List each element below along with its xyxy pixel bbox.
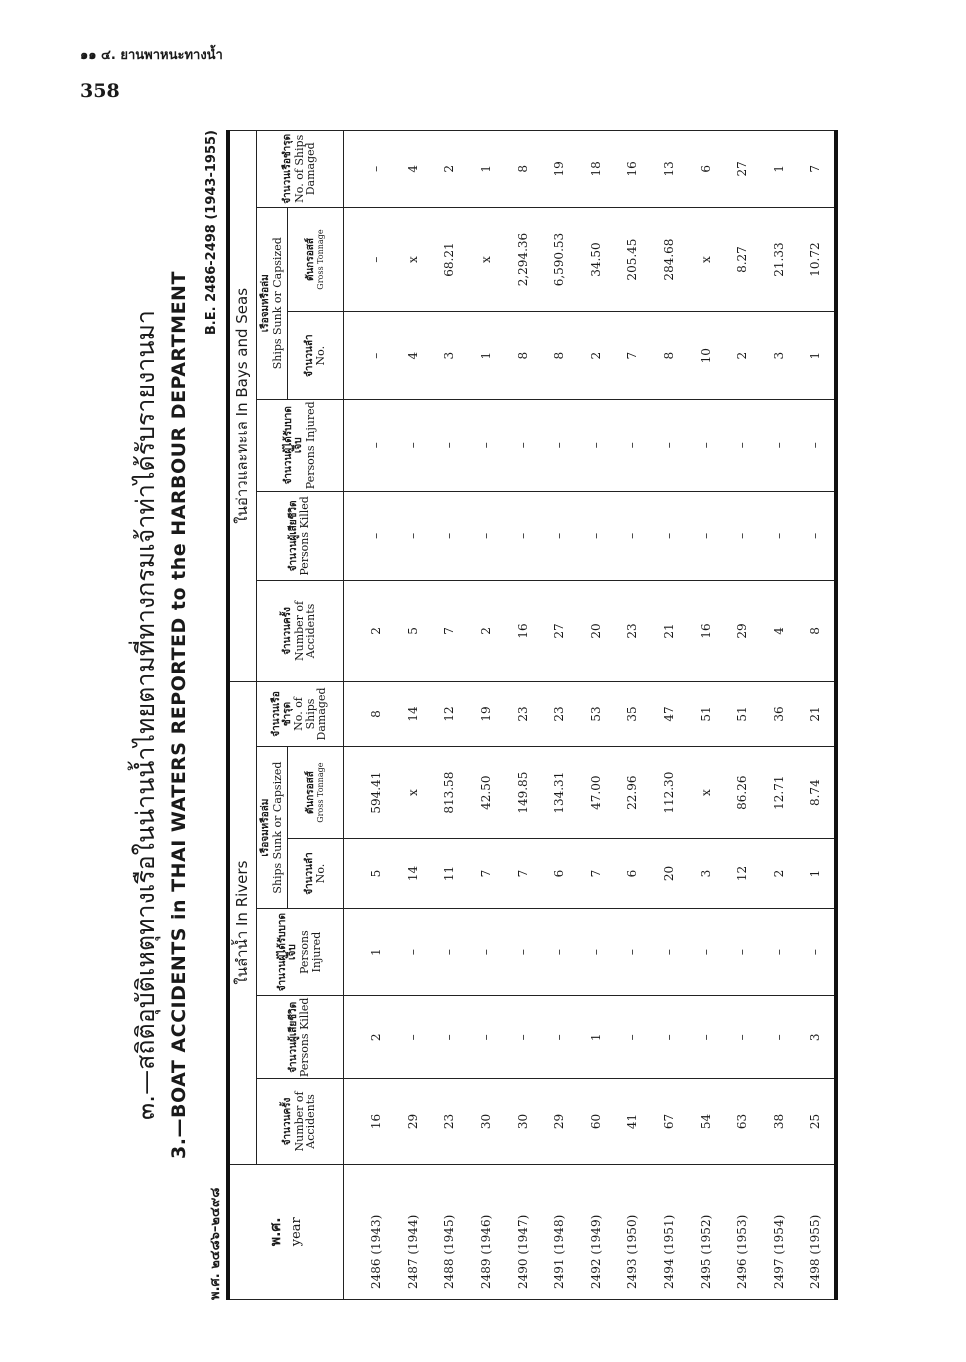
bays-sunk-no-cell: 8 (541, 312, 578, 399)
bays-injured-cell: – (614, 399, 651, 491)
bays-sunk-no-cell: 4 (395, 312, 432, 399)
rivers-damaged-header-thai: จำนวนเรือชำรุด (271, 691, 293, 737)
bays-injured-cell: – (797, 399, 836, 491)
bays-sunk-no-cell: 3 (761, 312, 798, 399)
rivers-damaged-cell: 47 (651, 681, 688, 747)
rivers-damaged-cell: 19 (468, 681, 505, 747)
accidents-table-wrapper (226, 130, 880, 1300)
year-cell: 2496 (1953) (724, 1164, 761, 1299)
rivers-accidents-cell: 30 (504, 1079, 541, 1164)
rivers-accidents-cell: 30 (468, 1079, 505, 1164)
bays-accidents-cell: 2 (344, 581, 395, 682)
bays-injured-cell: – (504, 399, 541, 491)
bays-group-header: ในอ่าวและทะเล In Bays and Seas (228, 131, 257, 682)
year-cell: 2486 (1943) (344, 1164, 395, 1299)
year-cell: 2490 (1947) (504, 1164, 541, 1299)
rivers-accidents-header-english: Number of Accidents (292, 1091, 318, 1152)
rotated-table-page (120, 130, 880, 1300)
table-row (797, 131, 836, 1300)
rivers-sunk-no-cell: 11 (431, 839, 468, 909)
year-range-thai: พ.ศ. ๒๔๘๖–๒๔๙๘ (208, 1187, 223, 1300)
year-header (228, 1164, 344, 1299)
table-row (687, 131, 724, 1300)
table-body (344, 131, 836, 1300)
rivers-sunk-no-cell: 20 (651, 839, 688, 909)
rivers-tonnage-header-thai: ตันกรอสส์ (305, 771, 317, 815)
bays-sunk-no-cell: 2 (578, 312, 615, 399)
rivers-sunk-header (257, 747, 288, 909)
table-row (761, 131, 798, 1300)
rivers-killed-cell: 1 (578, 996, 615, 1079)
rivers-tonnage-cell: 813.58 (431, 747, 468, 839)
bays-damaged-cell: 13 (651, 131, 688, 208)
table-row (651, 131, 688, 1300)
bays-tonnage-header-english: Gross Tonnage (315, 229, 325, 290)
rivers-damaged-cell: 36 (761, 681, 798, 747)
bays-injured-cell: – (651, 399, 688, 491)
bays-killed-cell: – (395, 491, 432, 581)
bays-killed-cell: – (724, 491, 761, 581)
rivers-injured-cell: – (395, 908, 432, 995)
rivers-tonnage-header (288, 747, 344, 839)
bays-killed-cell: – (344, 491, 395, 581)
table-row (395, 131, 432, 1300)
rivers-sunk-no-cell: 6 (614, 839, 651, 909)
rivers-sunk-no-header (288, 839, 344, 909)
rivers-sunk-no-cell: 3 (687, 839, 724, 909)
rivers-tonnage-cell: x (687, 747, 724, 839)
rivers-killed-header-english: Persons Killed (298, 997, 312, 1078)
table-row (578, 131, 615, 1300)
rivers-killed-cell: – (761, 996, 798, 1079)
year-cell: 2491 (1948) (541, 1164, 578, 1299)
bays-damaged-cell: 4 (395, 131, 432, 208)
bays-damaged-cell: 27 (724, 131, 761, 208)
rivers-injured-header-thai: จำนวนผู้ได้รับบาดเจ็บ (276, 912, 299, 992)
rivers-injured-cell: – (724, 908, 761, 995)
rivers-sunk-no-cell: 7 (468, 839, 505, 909)
table-row (541, 131, 578, 1300)
rivers-accidents-cell: 29 (541, 1079, 578, 1164)
rivers-tonnage-cell: 47.00 (578, 747, 615, 839)
bays-damaged-cell: 1 (468, 131, 505, 208)
rivers-accidents-cell: 67 (651, 1079, 688, 1164)
title-english: 3.—BOAT ACCIDENTS in THAI WATERS REPORTED to the HARBOUR DEPARTMENT (168, 271, 190, 1159)
bays-killed-cell: – (614, 491, 651, 581)
rivers-tonnage-cell: 134.31 (541, 747, 578, 839)
bays-accidents-header (257, 581, 344, 682)
rivers-killed-cell: – (395, 996, 432, 1079)
rivers-accidents-cell: 54 (687, 1079, 724, 1164)
rivers-damaged-cell: 12 (431, 681, 468, 747)
bays-damaged-cell: 2 (431, 131, 468, 208)
bays-injured-header (257, 399, 344, 491)
bays-tonnage-cell: 284.68 (651, 207, 688, 312)
rivers-sunk-no-cell: 14 (395, 839, 432, 909)
rivers-damaged-cell: 14 (395, 681, 432, 747)
year-cell: 2498 (1955) (797, 1164, 836, 1299)
rivers-killed-cell: – (504, 996, 541, 1079)
rivers-tonnage-cell: 86.26 (724, 747, 761, 839)
page-number: 358 (80, 80, 120, 102)
rivers-damaged-cell: 53 (578, 681, 615, 747)
rivers-injured-cell: – (578, 908, 615, 995)
rivers-damaged-cell: 21 (797, 681, 836, 747)
rivers-accidents-cell: 25 (797, 1079, 836, 1164)
rivers-tonnage-cell: x (395, 747, 432, 839)
bays-tonnage-cell: 68.21 (431, 207, 468, 312)
bays-damaged-cell: 8 (504, 131, 541, 208)
bays-damaged-cell: 6 (687, 131, 724, 208)
bays-tonnage-cell: 6,590.53 (541, 207, 578, 312)
bays-killed-header-thai: จำนวนผู้เสียชีวิต (287, 500, 299, 572)
rivers-sunk-no-cell: 2 (761, 839, 798, 909)
rivers-damaged-cell: 35 (614, 681, 651, 747)
bays-accidents-header-thai: จำนวนครั้ง (282, 607, 294, 655)
bays-damaged-cell: 16 (614, 131, 651, 208)
bays-tonnage-header (288, 207, 344, 312)
bays-tonnage-header-thai: ตันกรอสส์ (305, 238, 317, 282)
bays-sunk-no-cell: 8 (651, 312, 688, 399)
bays-damaged-header (257, 131, 344, 208)
table-row (504, 131, 541, 1300)
bays-tonnage-cell: – (344, 207, 395, 312)
bays-tonnage-cell: 2,294.36 (504, 207, 541, 312)
bays-tonnage-cell: 34.50 (578, 207, 615, 312)
table-row (468, 131, 505, 1300)
rivers-sunk-header-english: Ships Sunk or Capsized (270, 761, 284, 894)
table-row (724, 131, 761, 1300)
rivers-tonnage-cell: 42.50 (468, 747, 505, 839)
rivers-injured-cell: – (797, 908, 836, 995)
rivers-injured-cell: – (761, 908, 798, 995)
bays-sunk-header (257, 207, 288, 399)
rivers-injured-cell: – (541, 908, 578, 995)
bays-injured-cell: – (395, 399, 432, 491)
rivers-tonnage-cell: 112.30 (651, 747, 688, 839)
rivers-sunk-no-cell: 12 (724, 839, 761, 909)
bays-sunk-no-header-english: No. (314, 345, 327, 366)
bays-tonnage-cell: x (687, 207, 724, 312)
rivers-sunk-no-cell: 6 (541, 839, 578, 909)
rivers-injured-cell: – (687, 908, 724, 995)
rivers-accidents-header (257, 1079, 344, 1164)
table-row (614, 131, 651, 1300)
bays-accidents-cell: 4 (761, 581, 798, 682)
bays-tonnage-cell: 8.27 (724, 207, 761, 312)
rivers-sunk-no-header-thai: จำนวนลำ (303, 852, 315, 895)
bays-damaged-header-thai: จำนวนเรือชำรุด (282, 133, 294, 204)
boat-accidents-table (226, 130, 838, 1300)
rivers-sunk-no-header-english: No. (314, 863, 327, 884)
bays-sunk-no-header (288, 312, 344, 399)
year-range-english: B.E. 2486-2498 (1943-1955) (204, 130, 219, 336)
rivers-killed-cell: 3 (797, 996, 836, 1079)
year-cell: 2494 (1951) (651, 1164, 688, 1299)
rivers-sunk-no-cell: 5 (344, 839, 395, 909)
bays-accidents-header-english: Number of Accidents (292, 600, 318, 662)
year-header-english: year (289, 1217, 305, 1247)
rivers-accidents-cell: 23 (431, 1079, 468, 1164)
rivers-damaged-cell: 51 (687, 681, 724, 747)
year-cell: 2488 (1945) (431, 1164, 468, 1299)
year-cell: 2487 (1944) (395, 1164, 432, 1299)
bays-sunk-header-english: Ships Sunk or Capsized (270, 237, 284, 370)
rivers-killed-cell: – (687, 996, 724, 1079)
rivers-accidents-header-thai: จำนวนครั้ง (282, 1097, 294, 1146)
bays-injured-header-english: Persons Injured (303, 401, 317, 490)
rivers-sunk-no-cell: 7 (504, 839, 541, 909)
rivers-killed-cell: – (431, 996, 468, 1079)
year-cell: 2493 (1950) (614, 1164, 651, 1299)
rivers-killed-cell: – (651, 996, 688, 1079)
title-thai: ๓.—สถิติอุบัติเหตุทางเรือในน่านน้ำไทยตามที่ทางกรมเจ้าท่าได้รับรายงานมา (131, 310, 160, 1120)
bays-injured-cell: – (541, 399, 578, 491)
bays-sunk-no-cell: 8 (504, 312, 541, 399)
rivers-accidents-cell: 63 (724, 1079, 761, 1164)
bays-injured-cell: – (431, 399, 468, 491)
bays-killed-header-english: Persons Killed (298, 496, 312, 576)
bays-tonnage-cell: x (395, 207, 432, 312)
rivers-damaged-header (257, 681, 344, 747)
rivers-injured-header-english: Persons Injured (297, 930, 323, 974)
rivers-injured-cell: – (651, 908, 688, 995)
bays-damaged-header-english: No. of Ships Damaged (292, 134, 318, 203)
bays-damaged-cell: 1 (761, 131, 798, 208)
bays-accidents-cell: 23 (614, 581, 651, 682)
year-cell: 2489 (1946) (468, 1164, 505, 1299)
bays-sunk-no-cell: 10 (687, 312, 724, 399)
rivers-tonnage-header-english: Gross Tonnage (315, 762, 325, 823)
bays-sunk-no-cell: 2 (724, 312, 761, 399)
rivers-accidents-cell: 38 (761, 1079, 798, 1164)
rivers-sunk-header-thai: เรือจมหรือล่ม (260, 798, 271, 857)
bays-damaged-cell: 19 (541, 131, 578, 208)
bays-accidents-cell: 29 (724, 581, 761, 682)
year-cell: 2492 (1949) (578, 1164, 615, 1299)
rivers-injured-cell: – (468, 908, 505, 995)
bays-accidents-cell: 16 (504, 581, 541, 682)
bays-killed-header (257, 491, 344, 581)
bays-sunk-no-cell: 3 (431, 312, 468, 399)
rivers-accidents-cell: 41 (614, 1079, 651, 1164)
rivers-tonnage-cell: 22.96 (614, 747, 651, 839)
bays-injured-cell: – (687, 399, 724, 491)
bays-sunk-no-cell: 1 (797, 312, 836, 399)
bays-injured-cell: – (724, 399, 761, 491)
bays-damaged-cell: 18 (578, 131, 615, 208)
bays-sunk-no-cell: 7 (614, 312, 651, 399)
bays-injured-cell: – (468, 399, 505, 491)
running-head: ๑๑ ๔. ยานพาหนะทางน้ำ (80, 48, 223, 63)
rivers-damaged-header-english: No. of Ships Damaged (292, 687, 329, 741)
rivers-tonnage-cell: 594.41 (344, 747, 395, 839)
rivers-tonnage-cell: 149.85 (504, 747, 541, 839)
rivers-injured-cell: – (431, 908, 468, 995)
rivers-sunk-no-cell: 1 (797, 839, 836, 909)
table-row (344, 131, 395, 1300)
bays-accidents-cell: 20 (578, 581, 615, 682)
bays-injured-cell: – (578, 399, 615, 491)
year-header-thai: พ.ศ. (268, 1217, 285, 1247)
rivers-damaged-cell: 23 (504, 681, 541, 747)
rivers-killed-header (257, 996, 344, 1079)
rivers-killed-cell: 2 (344, 996, 395, 1079)
bays-accidents-cell: 5 (395, 581, 432, 682)
rivers-killed-cell: – (541, 996, 578, 1079)
bays-tonnage-cell: 21.33 (761, 207, 798, 312)
bays-killed-cell: – (541, 491, 578, 581)
bays-accidents-cell: 21 (651, 581, 688, 682)
rivers-accidents-cell: 16 (344, 1079, 395, 1164)
bays-killed-cell: – (504, 491, 541, 581)
bays-damaged-cell: – (344, 131, 395, 208)
rivers-killed-cell: – (724, 996, 761, 1079)
table-row (431, 131, 468, 1300)
bays-sunk-no-cell: 1 (468, 312, 505, 399)
bays-damaged-cell: 7 (797, 131, 836, 208)
bays-accidents-cell: 8 (797, 581, 836, 682)
rivers-injured-header (257, 908, 344, 995)
rivers-killed-header-thai: จำนวนผู้เสียชีวิต (287, 1001, 299, 1073)
bays-killed-cell: – (797, 491, 836, 581)
bays-killed-cell: – (761, 491, 798, 581)
rivers-sunk-no-cell: 7 (578, 839, 615, 909)
bays-sunk-header-thai: เรือจมหรือล่ม (260, 274, 271, 333)
year-cell: 2497 (1954) (761, 1164, 798, 1299)
bays-tonnage-cell: 10.72 (797, 207, 836, 312)
bays-sunk-no-header-thai: จำนวนลำ (303, 334, 315, 377)
rivers-damaged-cell: 51 (724, 681, 761, 747)
year-cell: 2495 (1952) (687, 1164, 724, 1299)
rivers-injured-cell: 1 (344, 908, 395, 995)
bays-injured-cell: – (761, 399, 798, 491)
bays-killed-cell: – (687, 491, 724, 581)
bays-tonnage-cell: x (468, 207, 505, 312)
bays-killed-cell: – (651, 491, 688, 581)
bays-sunk-no-cell: – (344, 312, 395, 399)
rivers-group-header: ในลำน้ำ In Rivers (228, 681, 257, 1164)
bays-injured-header-thai: จำนวนผู้ได้รับบาดเจ็บ (282, 406, 305, 485)
rivers-accidents-cell: 29 (395, 1079, 432, 1164)
bays-killed-cell: – (578, 491, 615, 581)
bays-accidents-cell: 16 (687, 581, 724, 682)
bays-killed-cell: – (431, 491, 468, 581)
rivers-injured-cell: – (614, 908, 651, 995)
bays-tonnage-cell: 205.45 (614, 207, 651, 312)
bays-accidents-cell: 27 (541, 581, 578, 682)
rivers-accidents-cell: 60 (578, 1079, 615, 1164)
rivers-damaged-cell: 23 (541, 681, 578, 747)
rivers-damaged-cell: 8 (344, 681, 395, 747)
bays-accidents-cell: 7 (431, 581, 468, 682)
rivers-tonnage-cell: 8.74 (797, 747, 836, 839)
bays-accidents-cell: 2 (468, 581, 505, 682)
rivers-injured-cell: – (504, 908, 541, 995)
bays-killed-cell: – (468, 491, 505, 581)
bays-injured-cell: – (344, 399, 395, 491)
rivers-killed-cell: – (468, 996, 505, 1079)
rivers-tonnage-cell: 12.71 (761, 747, 798, 839)
rivers-killed-cell: – (614, 996, 651, 1079)
